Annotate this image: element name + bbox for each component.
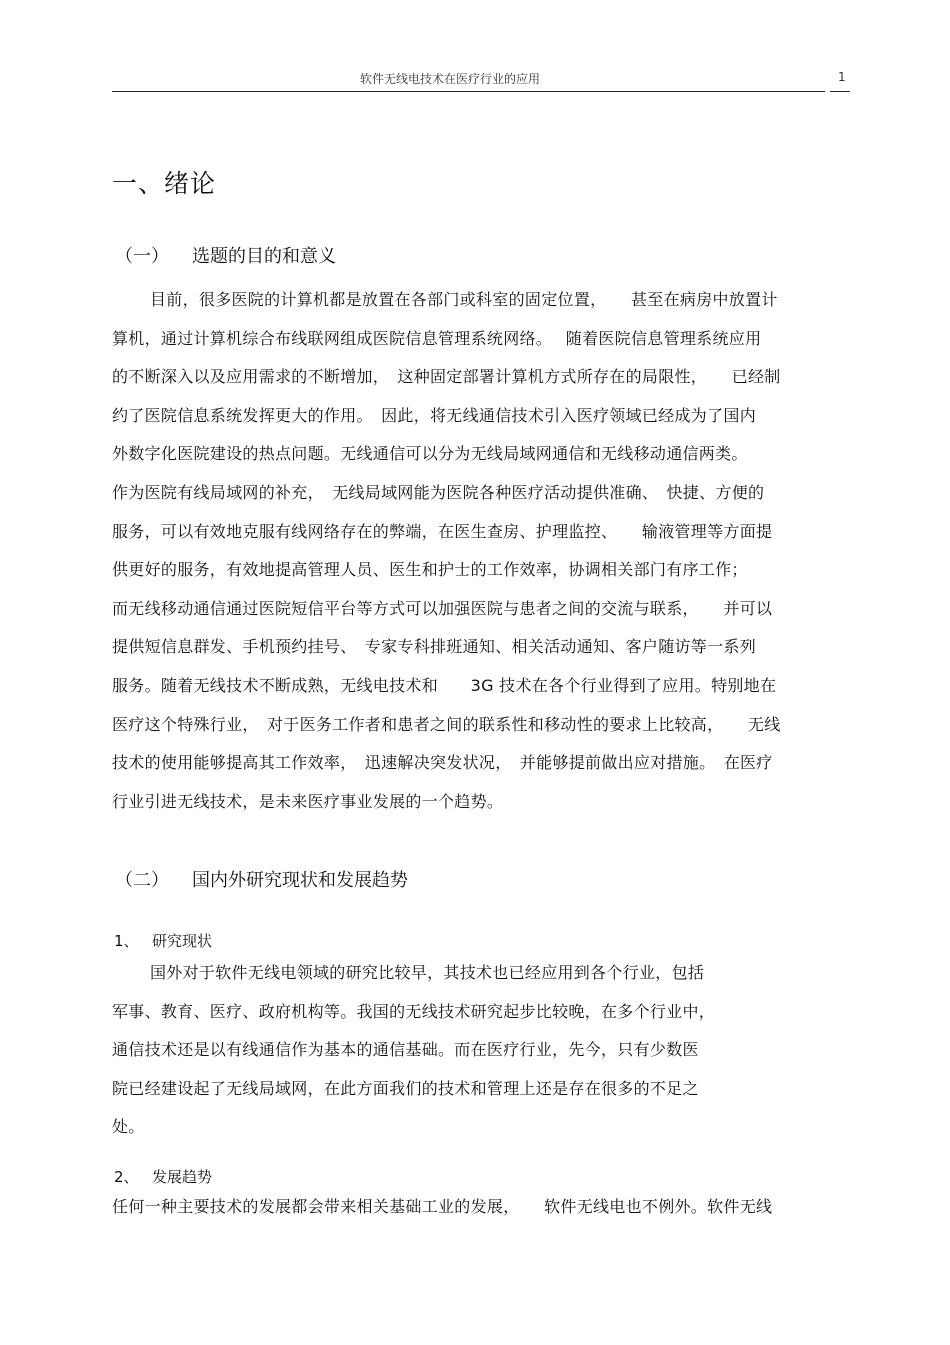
section-heading-1-text: 选题的目的和意义 <box>192 246 336 267</box>
text-line: 而无线移动通信通过医院短信平台等方式可以加强医院与患者之间的交流与联系， 并可以 <box>112 598 773 618</box>
text-line: 军事、教育、医疗、政府机构等。我国的无线技术研究起步比较晚，在多个行业中， <box>112 1001 716 1021</box>
text-line: 服务，可以有效地克服有线网络存在的弊端，在医生查房、护理监控、 输液管理等方面提 <box>112 521 773 541</box>
subsection-1-title: 研究现状 <box>152 932 213 950</box>
text-line: 行业引进无线技术，是未来医疗事业发展的一个趋势。 <box>112 791 504 811</box>
text-line: 外数字化医院建设的热点问题。无线通信可以分为无线局域网通信和无线移动通信两类。 <box>112 444 748 464</box>
text-line: 提供短信息群发、手机预约挂号、 专家专科排班通知、相关活动通知、客户随访等一系列 <box>112 637 757 657</box>
subsection-2-title: 发展趋势 <box>152 1168 213 1186</box>
header-rule <box>112 91 825 92</box>
section-heading-1-number: （一） <box>115 246 169 267</box>
text-line: 服务。随着无线技术不断成熟，无线电技术和 3G 技术在各个行业得到了应用。特别地在 <box>112 676 777 695</box>
text-line: 任何一种主要技术的发展都会带来相关基础工业的发展， 软件无线电也不例外。软件无线 <box>112 1197 773 1216</box>
text-line: 的不断深入以及应用需求的不断增加， 这种固定部署计算机方式所存在的局限性， 已经制 <box>112 367 781 387</box>
text-line: 算机，通过计算机综合布线联网组成医院信息管理系统网络。 随着医院信息管理系统应用 <box>112 328 762 348</box>
text-line: 院已经建设起了无线局域网，在此方面我们的技术和管理上还是存在很多的不足之 <box>112 1078 699 1098</box>
text-line: 技术的使用能够提高其工作效率， 迅速解决突发状况， 并能够提前做出应对措施。 在医疗 <box>112 753 773 773</box>
header-rule-page <box>830 91 850 92</box>
text-line: 供更好的服务，有效地提高管理人员、医生和护士的工作效率，协调相关部门有序工作； <box>112 560 748 580</box>
text-line: 作为医院有线局域网的补充， 无线局域网能为医院各种医疗活动提供准确、 快捷、方便的 <box>112 483 765 502</box>
subsection-2-number: 2、 <box>114 1168 139 1186</box>
chapter-title: 一、绪论 <box>112 169 217 198</box>
section-heading-2-text: 国内外研究现状和发展趋势 <box>192 870 408 891</box>
page-number: 1 <box>838 70 846 84</box>
text-line: 约了医院信息系统发挥更大的作用。 因此，将无线通信技术引入医疗领域已经成为了国内 <box>112 405 757 425</box>
text-line: 目前，很多医院的计算机都是放置在各部门或科室的固定位置， 甚至在病房中放置计 <box>150 290 778 309</box>
running-header-title: 软件无线电技术在医疗行业的应用 <box>360 72 541 86</box>
text-line: 医疗这个特殊行业， 对于医务工作者和患者之间的联系性和移动性的要求上比较高， 无线 <box>112 714 781 734</box>
section-heading-2-number: （二） <box>115 870 169 891</box>
text-line: 国外对于软件无线电领域的研究比较早，其技术也已经应用到各个行业，包括 <box>150 963 705 982</box>
subsection-1-number: 1、 <box>114 932 139 950</box>
text-line: 通信技术还是以有线通信作为基本的通信基础。而在医疗行业，先今，只有少数医 <box>112 1040 699 1059</box>
text-line: 处。 <box>112 1117 145 1136</box>
